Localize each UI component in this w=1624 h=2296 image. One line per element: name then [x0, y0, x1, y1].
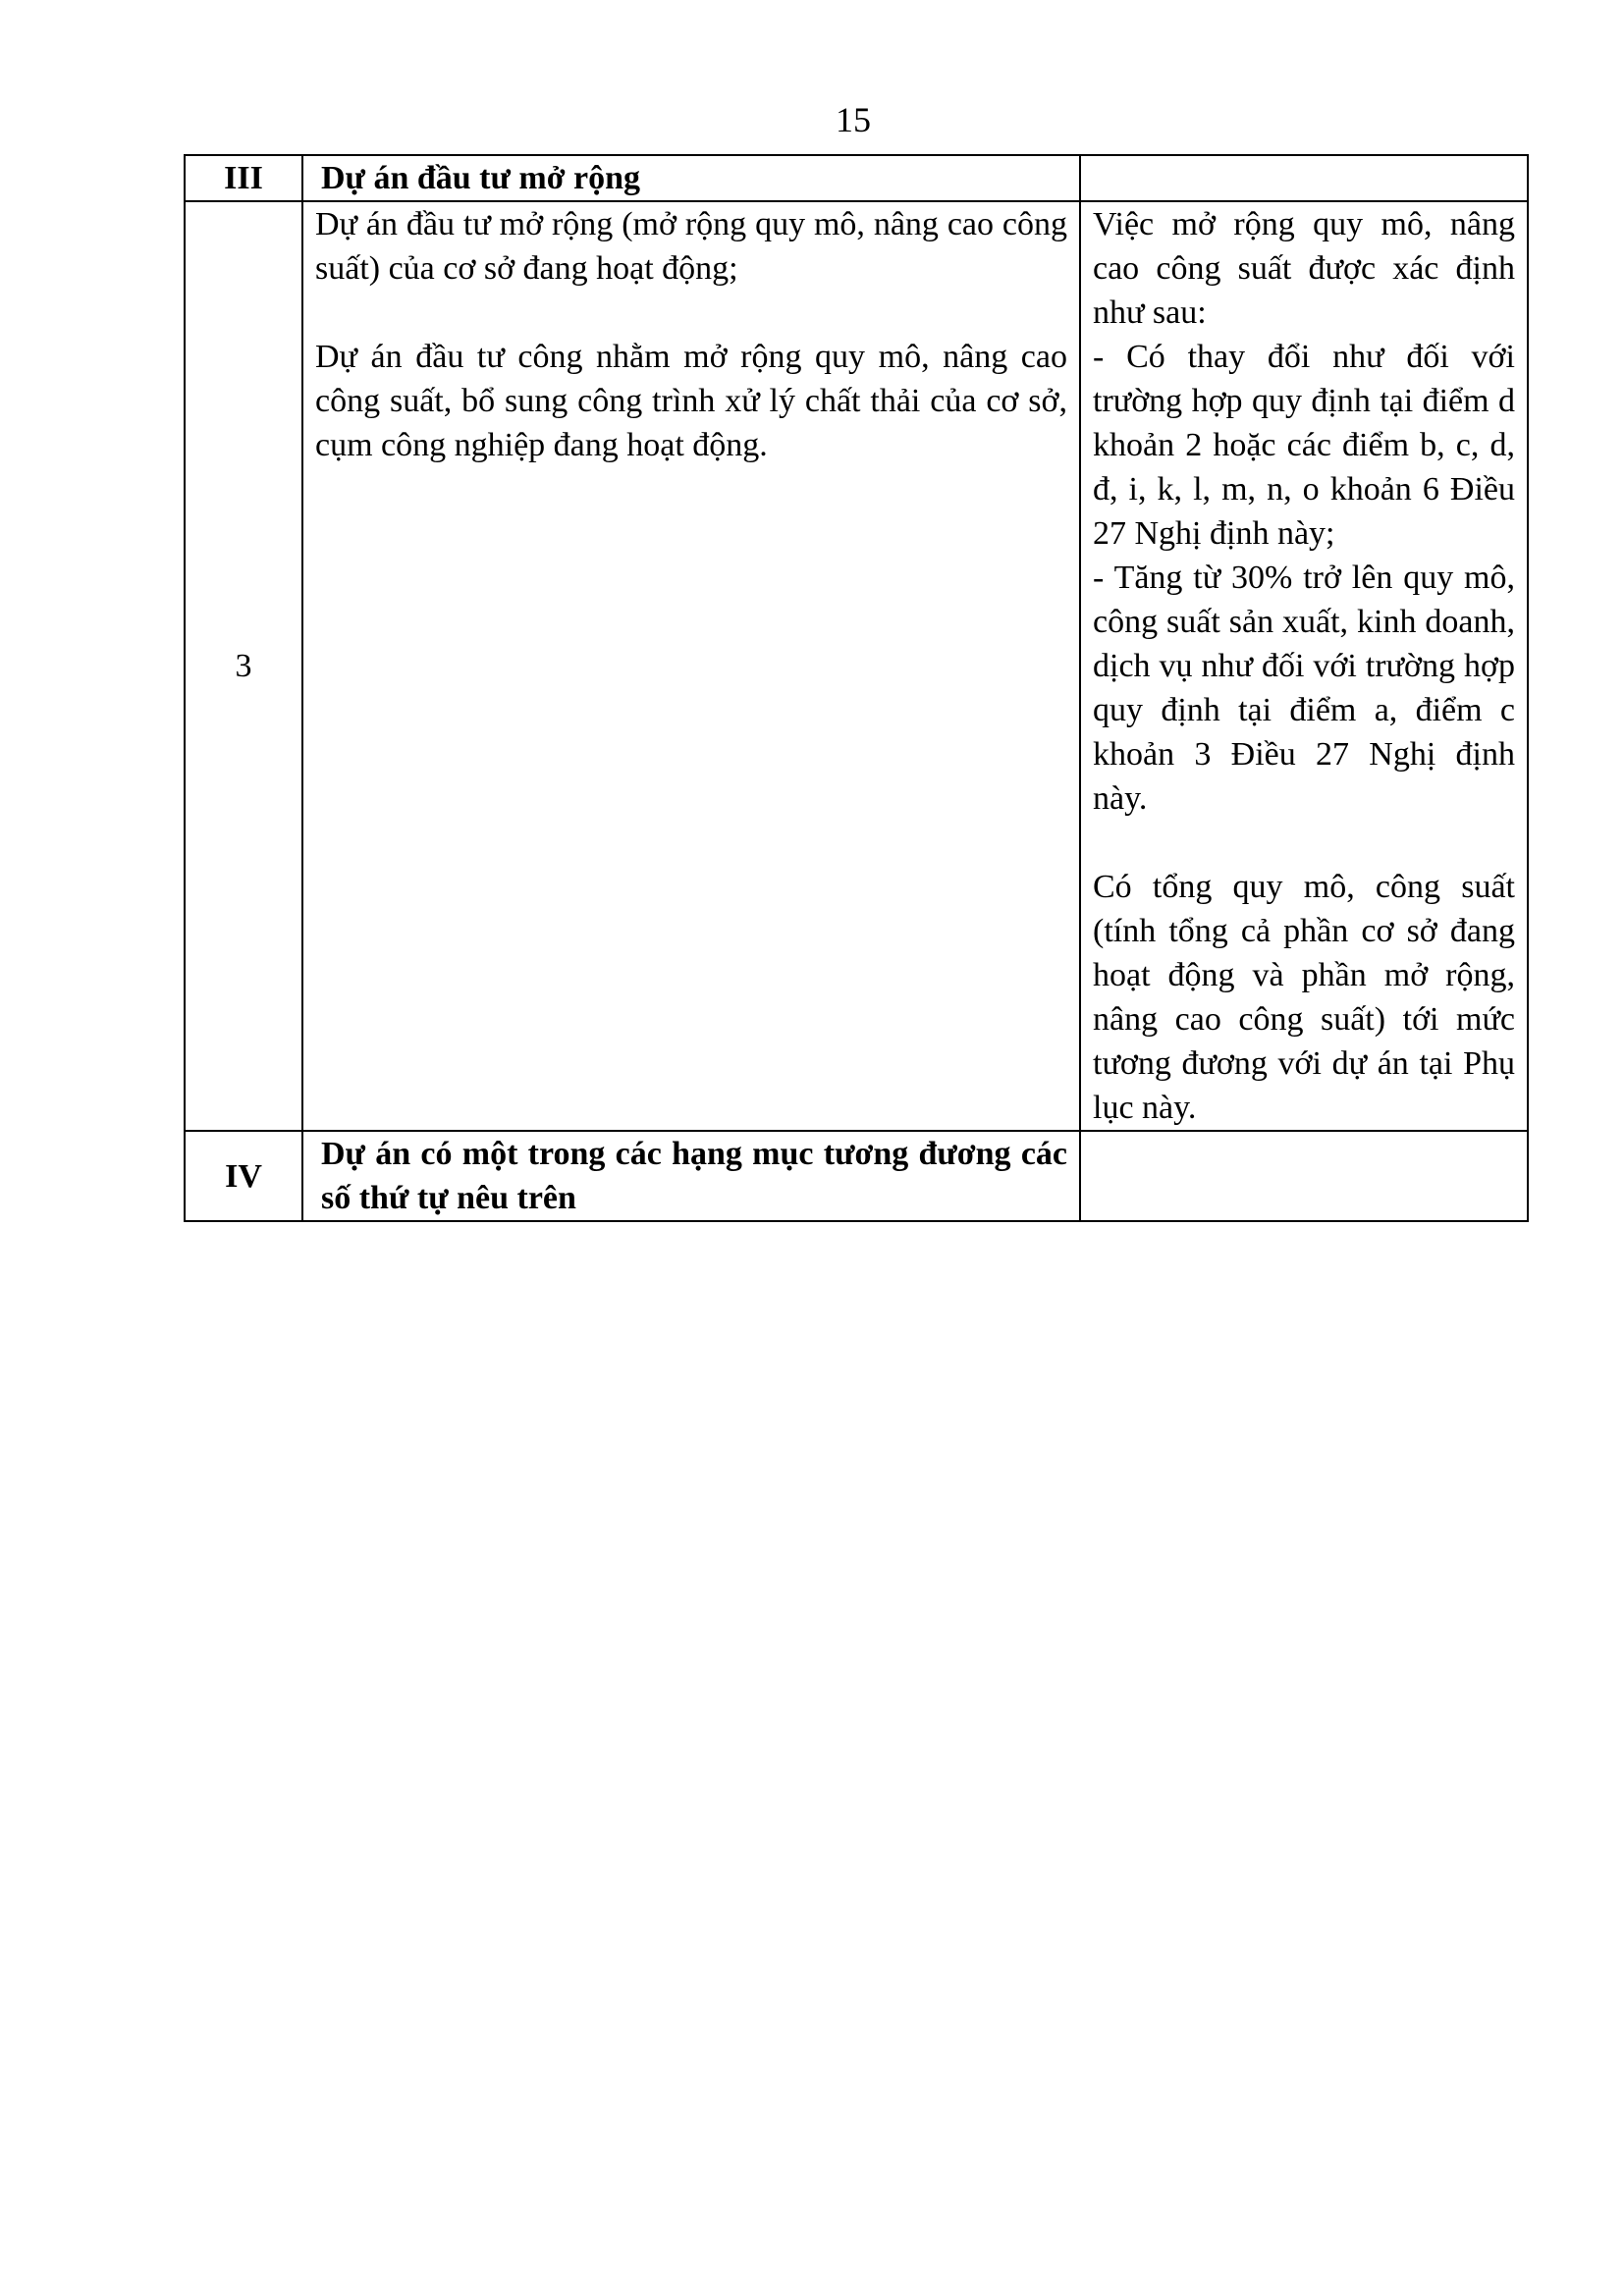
section-iv-row [185, 1131, 1528, 1221]
section-iv-note [1080, 1131, 1528, 1221]
section-iv-title: Dự án có một trong các hạng mục tương đương các số thứ tự nêu trên [321, 1136, 1067, 1216]
section-iii-title: Dự án đầu tư mở rộng [302, 155, 1080, 201]
project-classification-table [184, 154, 1529, 1222]
criteria-bullet-2: - Tăng từ 30% trở lên quy mô, công suất sản xuất, kinh doanh, dịch vụ như đối với trường hợp quy định tại điểm a, điểm c khoản 3 Điều 27 Nghị định này. [1093, 560, 1515, 817]
item-3-paragraph-2: Dự án đầu tư công nhằm mở rộng quy mô, nâng cao công suất, bổ sung công trình xử lý chất thải của cơ sở, cụm công nghiệp đang hoạt động. [315, 339, 1067, 463]
item-3-criteria [1080, 201, 1528, 1131]
item-3-paragraph-1: Dự án đầu tư mở rộng (mở rộng quy mô, nâng cao công suất) của cơ sở đang hoạt động; [315, 206, 1067, 287]
criteria-bullet-1: - Có thay đổi như đối với trường hợp quy định tại điểm d khoản 2 hoặc các điểm b, c, d, đ, i, k, l, m, n, o khoản 6 Điều 27 Nghị định này; [1093, 339, 1515, 552]
section-iii-row [185, 155, 1528, 201]
section-iv-numeral: IV [185, 1131, 302, 1221]
section-iv-title-cell [302, 1131, 1080, 1221]
section-iii-note [1080, 155, 1528, 201]
criteria-closing: Có tổng quy mô, công suất (tính tổng cả phần cơ sở đang hoạt động và phần mở rộng, nâng cao công suất) tới mức tương đương với dự án tại Phụ lục này. [1093, 869, 1515, 1126]
section-iii-numeral: III [185, 155, 302, 201]
item-3-number: 3 [185, 201, 302, 1131]
criteria-intro: Việc mở rộng quy mô, nâng cao công suất được xác định như sau: [1093, 206, 1515, 331]
page-number: 15 [836, 100, 871, 139]
item-3-row [185, 201, 1528, 1131]
item-3-description [302, 201, 1080, 1131]
